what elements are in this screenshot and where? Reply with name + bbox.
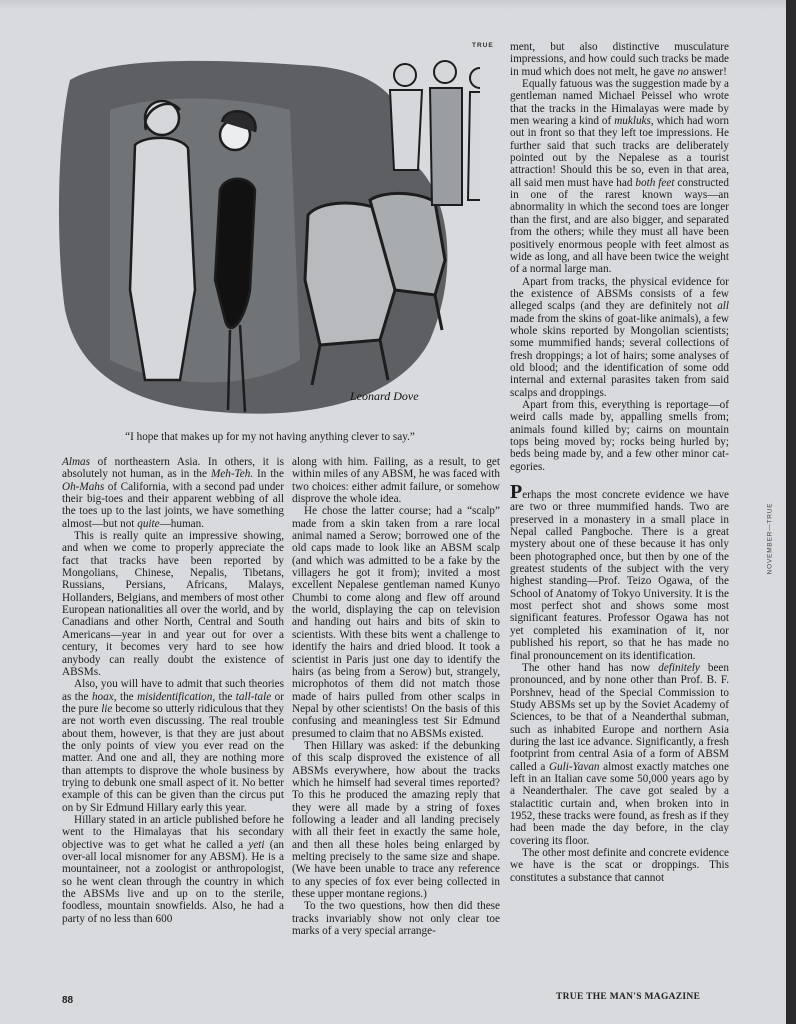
margin-issue-note: NOVEMBER—TRUE: [766, 502, 774, 575]
article-paragraph: [510, 78, 729, 276]
article-paragraph: [510, 399, 729, 473]
italic-text: misidentification: [137, 690, 213, 703]
article-paragraph: [62, 530, 284, 678]
text-run: , the: [212, 690, 236, 703]
text-run: Then Hillary was asked: if the debunking of this scalp disproved the existence of all ABSMs everywhere, how about the tracks which he himself had several times reported? To this he produced the amazing reply that they were all made by a string of foxes following a leader and all landing precisely with all their feet in exactly the same hole, and then all these holes being enlarged by melting precisely to the same size and shape. (We have been unable to trace any reference to any species of fox ever being collected in these upper montane regions.): [292, 739, 500, 901]
text-run: of California, with a second pad under their big-toes and their apparent webbing of all the toes up to the last joints, we have something almost—but not: [62, 480, 284, 530]
italic-text: hoax: [91, 690, 114, 703]
artist-signature: Leonard Dove: [350, 389, 419, 403]
italic-text: yeti: [248, 838, 265, 851]
text-run: become so utterly ridiculous that they are not worth even discussing. The real trouble about them, however, is that they are just about the only points of view you ever read on the matter. And one and all, they are nothing more than attempts to disprove the whole business by trying to debunk one small aspect of it. No better example of this can be given than the circus put on by Sir Edmund Hillary early this year.: [62, 702, 285, 814]
text-run: Hillary stated in an article published before he went to the Himalayas that his secondary objective was to get what he called a: [62, 813, 284, 851]
article-paragraph: [510, 662, 729, 847]
text-run: been pronounced, and by none other than Prof. B. F. Porshnev, head of the Special Commission to Study ABSMs set up by the Soviet Academy of Sciences, to be that of a Neanderthal subman, such as inhabited Europe and northern Asia during the last ice advance. Significantly, a fresh footprint from central Asia of a form of ABSM called a: [510, 661, 729, 773]
article-paragraph: [292, 900, 500, 937]
text-run: answer!: [688, 65, 727, 78]
article-paragraph: [510, 276, 729, 399]
text-run: or the pure: [62, 690, 285, 715]
text-run: along with him. Failing, as a result, to get within miles of any ABSM, he was faced with two choices: either admit failure, or somehow disprove the whole idea.: [292, 456, 500, 506]
text-run: , the: [113, 690, 138, 703]
italic-text: tall-tale: [235, 690, 272, 703]
section-tag: TRUE: [472, 42, 494, 49]
text-run: Also, you will have to admit that such theories as the: [62, 678, 284, 703]
text-column-1: [62, 456, 284, 925]
text-run: Equally fatuous was the suggestion made by a gentleman named Michael Peissel who wrote that the tracks in the Himalayas were made by men wearing a kind of: [510, 78, 729, 128]
magazine-footer: TRUE THE MAN'S MAGAZINE: [556, 992, 701, 1002]
text-run: (an over-all local misnomer for any ABSM). He is a mountaineer, not a zoologist or anthropologist, so he went clean through the country in which the ABSMs live and up on to the sterile, foodless, mountain snowfields. Also, he had a party of no less than 600: [62, 838, 285, 925]
text-run: constructed in one of the rarest known ways—an abnormality in which the second toes are longer than the first, and are also bigger, and separated from the others; while they must all have been positively enormous people with feet almost as wide as long, and all have been twice the weight of a normal large man.: [510, 176, 729, 276]
article-paragraph: [510, 847, 729, 884]
text-run: This is really quite an impressive showing, and when we come to properly appreciate the fact that tracks have been reported by Mongolians, Chinese, Nepalis, Tibetans, Russians, Persians, Africans, Malays, Hollanders, Belgians, and members of most other European nationalities all over the world, and by Canadians and other North, Central and South Americans—year in and year out for over a century, it becomes very hard to see how anybody can really doubt the existence of ABSMs.: [62, 530, 284, 678]
page-number: 88: [62, 995, 74, 1006]
italic-text: quite: [137, 517, 160, 530]
article-paragraph: [292, 740, 500, 900]
cartoon-illustration: [50, 40, 480, 425]
italic-text: lie: [101, 702, 113, 715]
text-run: ment, but also distinctive musculature impressions, and how could such tracks be made in mud which does not melt, he gave: [510, 41, 729, 78]
italic-text: both feet: [635, 176, 675, 189]
text-run: To the two questions, how then did these tracks invariably show not only clear toe marks of a very special arrange-: [292, 900, 500, 938]
text-column-3: [510, 41, 729, 884]
text-run: erhaps the most concrete evidence we have are two or three mummified hands. Two are preserved in a monastery in a small place in Nepal called Pangboche. There is a great mystery about one of these because it has only been photographed once, but then by one of the greatest students of the subject with the very highest standing—Prof. Teizo Ogawa, of the School of Anatomy of Tokyo University. It is the most perfect shot and shows some most significant features. Professor Ogawa has not yet completed his examination of it, nor published his report, so that he has made no final pronouncement on its identification.: [510, 489, 729, 662]
article-paragraph: [510, 481, 729, 662]
article-paragraph: [510, 41, 729, 78]
article-paragraph: [62, 814, 284, 925]
italic-text: definitely: [658, 661, 700, 674]
text-run: The other hand has now: [522, 661, 659, 674]
cartoon-caption: “I hope that makes up for my not having anything clever to say.”: [125, 431, 415, 443]
article-paragraph: [62, 456, 284, 530]
text-run: , which had worn out in front so that they left toe impressions. He further said that such tracks are deliberately pointed out by the Nepalese as a tourist attraction! Should this be so, even in that area, all said men must have had: [510, 115, 729, 189]
text-run: . In the: [250, 468, 284, 481]
italic-text: all: [717, 300, 729, 313]
italic-text: Oh-Mahs: [62, 480, 105, 493]
italic-text: no: [677, 65, 689, 78]
text-run: —human.: [159, 517, 205, 530]
text-run: Apart from this, everything is reportage—of weird calls made by, appalling smells from; animals found killed by; cairns on mountain tops being moved by; rocks being hurled by; beds being made by, and a few other minor categories.: [510, 398, 729, 473]
text-column-2: [292, 456, 500, 937]
article-paragraph: [292, 505, 500, 740]
text-run: The other most definite and concrete evidence we have is the scat or droppings. This constitutes a substance that cannot: [510, 847, 729, 884]
text-run: made from the skins of goat-like animals), a few whole skins reported by Mongolian scientists; some mummified hands; several collections of fresh droppings; a lot of hairs; some analyses of old blood; and the identification of some odd internal and external parasites taken from said scalps and droppings.: [510, 312, 729, 399]
text-run: almost exactly matches one left in an Italian cave some 50,000 years ago by a Neanderthaler. The cave got sealed by a stalactitic curtain and, when broken into in 1952, these tracks were found, as fresh as if they had been made the day before, in the clay covering its floor.: [510, 760, 729, 847]
article-paragraph: [62, 678, 284, 814]
text-run: of northeastern Asia. In others, it is absolutely not human, as in the: [62, 456, 284, 481]
italic-text: Meh-Teh: [210, 468, 251, 481]
italic-text: Almas: [62, 456, 90, 468]
text-run: Apart from tracks, the physical evidence for the existence of ABSMs consists of a few alleged scalps (and they are definitely not: [510, 275, 729, 313]
italic-text: Guli-Yavan: [548, 760, 600, 773]
drop-cap: P: [510, 481, 523, 504]
italic-text: mukluks: [614, 115, 651, 128]
text-run: He chose the latter course; had a “scalp” made from a skin taken from a rare local animal named a Serow; borrowed one of the old caps made to look like an ABSM scalp (and which was admitted to be a fake by the villagers he got it from); invited a most excellent Nepalese gentleman named Kunyo Chumbi to come along and flew off around the world, displaying the cap on television and handing out hairs and bits of skin to scientists. With these bits went a challenge to identify the hairs and dried blood. It took a scientist in Paris just one day to identify the hairs (as being from a Serow) but, strangely, microphotos of them did not match those made of hairs pulled from other scalps in Nepal by other scientists! On the basis of this confusing and meaningless test Sir Edmund presumed to claim that no ABSMs existed.: [292, 505, 500, 740]
article-paragraph: [292, 456, 500, 505]
